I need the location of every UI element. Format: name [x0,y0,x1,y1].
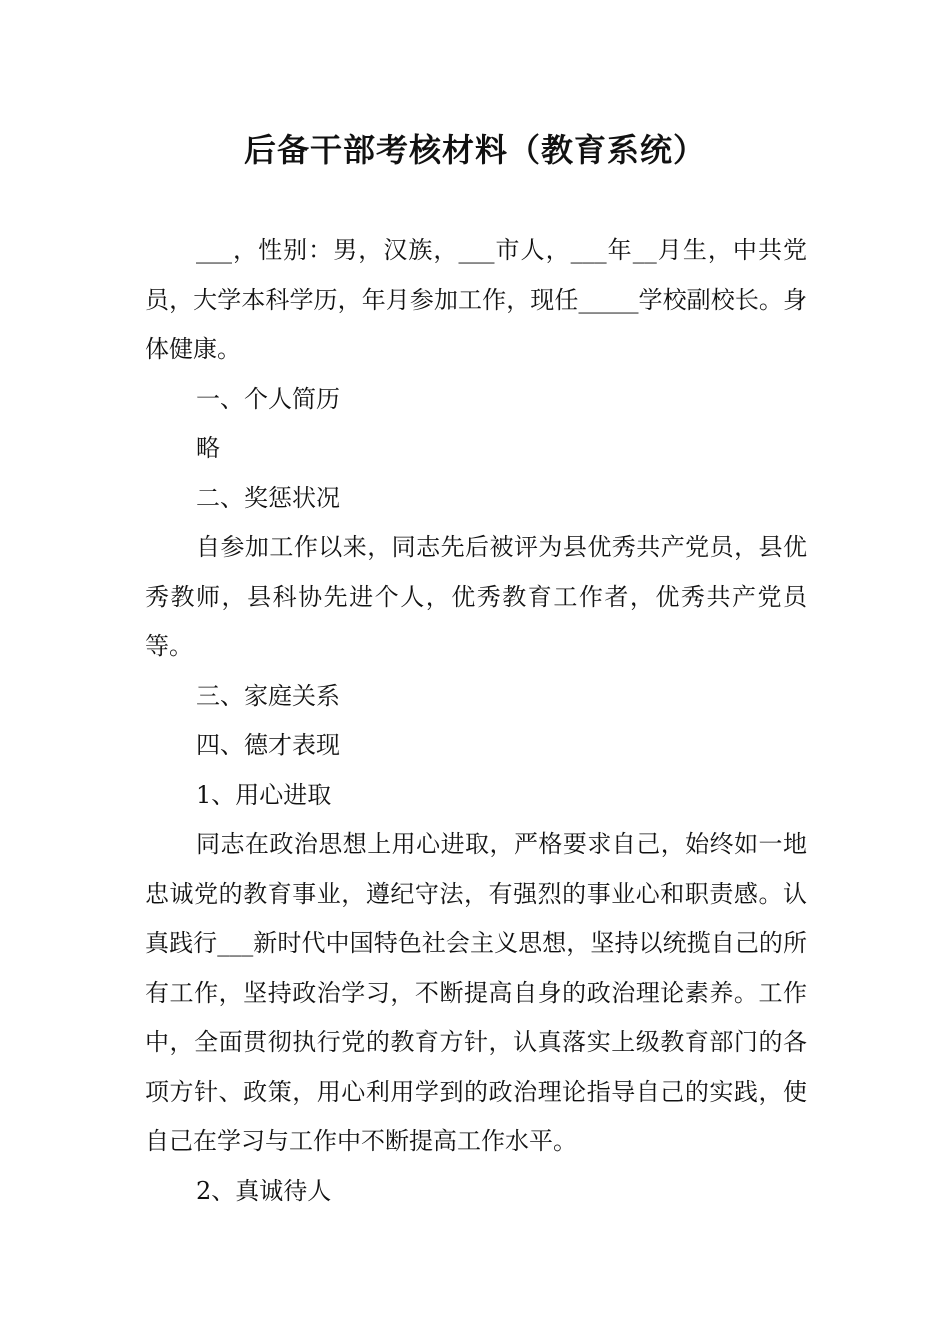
section-heading-resume: 一、个人简历 [196,384,340,413]
subheading-progressive: 1、用心进取 [196,780,332,809]
section-heading-awards: 二、奖惩状况 [196,483,340,512]
awards-paragraph: 自参加工作以来，同志先后被评为县优秀共产党员，县优秀教师，县科协先进个人，优秀教育工作者，优秀共产党员等。 [145,533,807,660]
intro-paragraph: ___，性别：男，汉族，___市人，___年__月生，中共党员，大学本科学历，年月参加工作，现任_____学校副校长。身体健康。 [145,236,807,363]
progressive-paragraph: 同志在政治思想上用心进取，严格要求自己，始终如一地忠诚党的教育事业，遵纪守法，有强烈的事业心和职责感。认真践行___新时代中国特色社会主义思想，坚持以统揽自己的所有工作，坚持政治学习，不断提高自身的政治理论素养。工作中，全面贯彻执行党的教育方针，认真落实上级教育部门的各项方针、政策，用心利用学到的政治理论指导自己的实践，使自己在学习与工作中不断提高工作水平。 [145,830,807,1155]
document-body [145,226,807,1216]
document-title: 后备干部考核材料（教育系统） [243,131,706,169]
resume-content: 略 [196,434,220,462]
subheading-sincere: 2、真诚待人 [196,1176,332,1205]
section-heading-performance: 四、德才表现 [196,731,340,759]
section-heading-family: 三、家庭关系 [196,681,340,710]
